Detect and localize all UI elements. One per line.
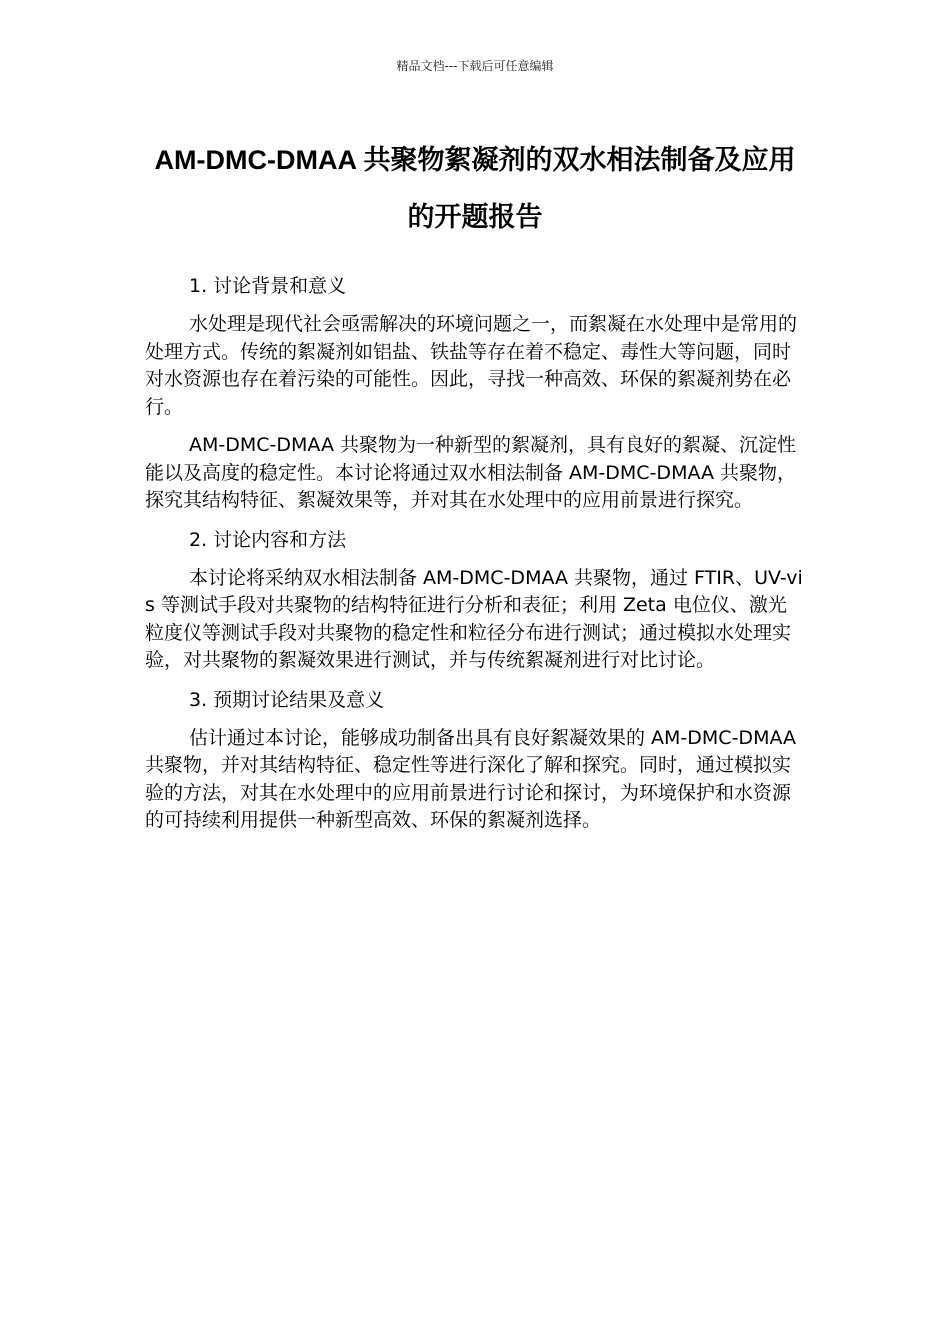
- document-body: [145, 272, 803, 846]
- section-heading: 3. 预期讨论结果及意义: [189, 688, 385, 711]
- paragraph: AM-DMC-DMAA 共聚物为一种新型的絮凝剂，具有良好的絮凝、沉淀性能以及高度的稳定性。本讨论将通过双水相法制备 AM-DMC-DMAA 共聚物，探究其结构特征、絮凝效果等，并对其在水处理中的应用前景进行探究。: [145, 434, 797, 511]
- document-title: AM-DMC-DMAA 共聚物絮凝剂的双水相法制备及应用的开题报告: [154, 145, 796, 232]
- section-content-methods: [145, 526, 803, 675]
- paragraph: 本讨论将采纳双水相法制备 AM-DMC-DMAA 共聚物，通过 FTIR、UV-vis 等测试手段对共聚物的结构特征进行分析和表征；利用 Zeta 电位仪、激光粒度仪等测试手段对共聚物的稳定性和粒径分布进行测试；通过模拟水处理实验，对共聚物的絮凝效果进行测试，并与传统絮凝剂进行对比讨论。: [145, 566, 803, 671]
- section-background: [145, 272, 803, 515]
- section-heading: 2. 讨论内容和方法: [189, 528, 347, 551]
- section-expected-results: [145, 686, 803, 835]
- paragraph: 估计通过本讨论，能够成功制备出具有良好絮凝效果的 AM-DMC-DMAA 共聚物，并对其结构特征、稳定性等进行深化了解和探究。同时，通过模拟实验的方法，对其在水处理中的应用前景进行讨论和探讨，为环境保护和水资源的可持续利用提供一种新型高效、环保的絮凝剂选择。: [145, 726, 796, 831]
- section-heading: 1. 讨论背景和意义: [189, 275, 347, 297]
- header-note: 精品文档---下载后可任意编辑: [396, 59, 554, 73]
- paragraph: 水处理是现代社会亟需解决的环境问题之一，而絮凝在水处理中是常用的处理方式。传统的絮凝剂如铝盐、铁盐等存在着不稳定、毒性大等问题，同时对水资源也存在着污染的可能性。因此，寻找一种高效、环保的絮凝剂势在必行。: [145, 313, 798, 418]
